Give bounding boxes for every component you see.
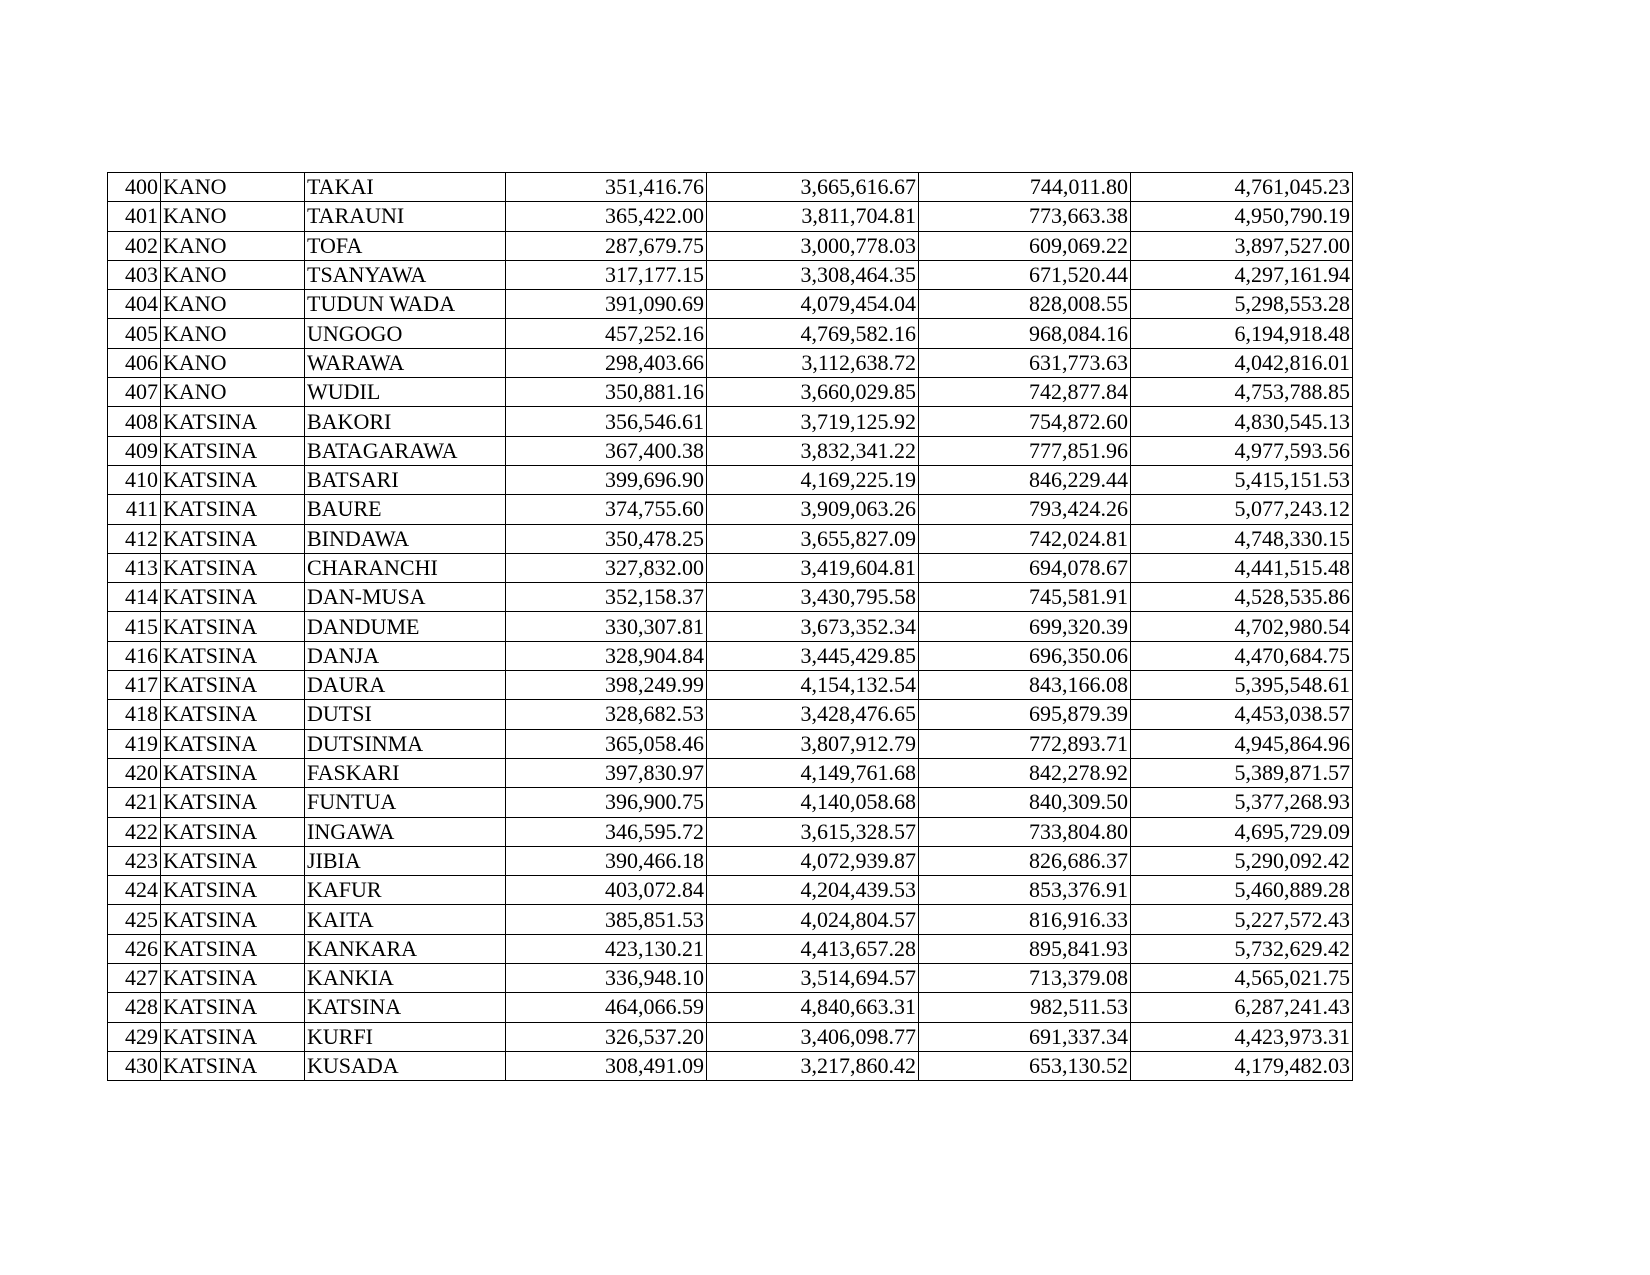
amount-1-cell: 464,066.59	[506, 993, 707, 1022]
total-cell: 4,977,593.56	[1131, 436, 1353, 465]
amount-2-cell: 4,169,225.19	[707, 465, 919, 494]
total-cell: 4,441,515.48	[1131, 553, 1353, 582]
table-row	[108, 671, 1353, 700]
lga-cell: BINDAWA	[305, 524, 506, 553]
table-row	[108, 729, 1353, 758]
amount-3-cell: 895,841.93	[919, 934, 1131, 963]
amount-2-cell: 4,079,454.04	[707, 290, 919, 319]
amount-2-cell: 4,140,058.68	[707, 788, 919, 817]
amount-2-cell: 3,807,912.79	[707, 729, 919, 758]
amount-1-cell: 328,904.84	[506, 641, 707, 670]
serial-number-cell: 401	[108, 202, 161, 231]
amount-2-cell: 3,428,476.65	[707, 700, 919, 729]
total-cell: 5,077,243.12	[1131, 495, 1353, 524]
amount-1-cell: 457,252.16	[506, 319, 707, 348]
amount-3-cell: 631,773.63	[919, 348, 1131, 377]
lga-cell: UNGOGO	[305, 319, 506, 348]
total-cell: 4,423,973.31	[1131, 1022, 1353, 1051]
state-cell: KATSINA	[161, 583, 305, 612]
table-row	[108, 817, 1353, 846]
lga-cell: DAURA	[305, 671, 506, 700]
lga-cell: DANJA	[305, 641, 506, 670]
table-row	[108, 612, 1353, 641]
amount-1-cell: 391,090.69	[506, 290, 707, 319]
total-cell: 5,395,548.61	[1131, 671, 1353, 700]
state-cell: KATSINA	[161, 729, 305, 758]
total-cell: 4,453,038.57	[1131, 700, 1353, 729]
total-cell: 4,830,545.13	[1131, 407, 1353, 436]
serial-number-cell: 423	[108, 846, 161, 875]
lga-cell: TOFA	[305, 231, 506, 260]
table-row	[108, 700, 1353, 729]
amount-1-cell: 399,696.90	[506, 465, 707, 494]
lga-cell: JIBIA	[305, 846, 506, 875]
amount-2-cell: 4,149,761.68	[707, 758, 919, 787]
amount-3-cell: 968,084.16	[919, 319, 1131, 348]
lga-cell: TARAUNI	[305, 202, 506, 231]
amount-2-cell: 3,112,638.72	[707, 348, 919, 377]
lga-cell: DUTSI	[305, 700, 506, 729]
state-cell: KATSINA	[161, 553, 305, 582]
state-cell: KATSINA	[161, 612, 305, 641]
state-cell: KATSINA	[161, 905, 305, 934]
amount-3-cell: 846,229.44	[919, 465, 1131, 494]
amount-3-cell: 754,872.60	[919, 407, 1131, 436]
amount-2-cell: 3,000,778.03	[707, 231, 919, 260]
serial-number-cell: 404	[108, 290, 161, 319]
amount-1-cell: 351,416.76	[506, 173, 707, 202]
lga-cell: TUDUN WADA	[305, 290, 506, 319]
lga-cell: BATSARI	[305, 465, 506, 494]
serial-number-cell: 405	[108, 319, 161, 348]
amount-1-cell: 365,058.46	[506, 729, 707, 758]
serial-number-cell: 424	[108, 876, 161, 905]
amount-1-cell: 423,130.21	[506, 934, 707, 963]
amount-1-cell: 346,595.72	[506, 817, 707, 846]
total-cell: 4,702,980.54	[1131, 612, 1353, 641]
state-cell: KATSINA	[161, 495, 305, 524]
amount-2-cell: 3,665,616.67	[707, 173, 919, 202]
state-cell: KATSINA	[161, 1051, 305, 1080]
serial-number-cell: 409	[108, 436, 161, 465]
amount-3-cell: 696,350.06	[919, 641, 1131, 670]
table-row	[108, 173, 1353, 202]
lga-cell: WUDIL	[305, 378, 506, 407]
total-cell: 5,298,553.28	[1131, 290, 1353, 319]
amount-2-cell: 3,308,464.35	[707, 260, 919, 289]
amount-3-cell: 793,424.26	[919, 495, 1131, 524]
amount-2-cell: 4,024,804.57	[707, 905, 919, 934]
state-cell: KATSINA	[161, 964, 305, 993]
amount-2-cell: 3,655,827.09	[707, 524, 919, 553]
amount-3-cell: 773,663.38	[919, 202, 1131, 231]
lga-cell: FUNTUA	[305, 788, 506, 817]
lga-cell: DUTSINMA	[305, 729, 506, 758]
amount-2-cell: 4,154,132.54	[707, 671, 919, 700]
total-cell: 5,460,889.28	[1131, 876, 1353, 905]
amount-1-cell: 365,422.00	[506, 202, 707, 231]
lga-cell: BAKORI	[305, 407, 506, 436]
amount-1-cell: 385,851.53	[506, 905, 707, 934]
table-row	[108, 436, 1353, 465]
lga-cell: KAFUR	[305, 876, 506, 905]
state-cell: KATSINA	[161, 700, 305, 729]
table-row	[108, 407, 1353, 436]
amount-1-cell: 374,755.60	[506, 495, 707, 524]
allocation-table-body	[108, 173, 1353, 1081]
total-cell: 4,528,535.86	[1131, 583, 1353, 612]
amount-1-cell: 298,403.66	[506, 348, 707, 377]
table-row	[108, 495, 1353, 524]
lga-cell: INGAWA	[305, 817, 506, 846]
state-cell: KATSINA	[161, 524, 305, 553]
serial-number-cell: 416	[108, 641, 161, 670]
amount-3-cell: 695,879.39	[919, 700, 1131, 729]
total-cell: 6,194,918.48	[1131, 319, 1353, 348]
state-cell: KATSINA	[161, 993, 305, 1022]
serial-number-cell: 413	[108, 553, 161, 582]
amount-2-cell: 3,406,098.77	[707, 1022, 919, 1051]
total-cell: 5,377,268.93	[1131, 788, 1353, 817]
total-cell: 4,748,330.15	[1131, 524, 1353, 553]
table-row	[108, 524, 1353, 553]
table-row	[108, 319, 1353, 348]
amount-2-cell: 4,413,657.28	[707, 934, 919, 963]
total-cell: 4,470,684.75	[1131, 641, 1353, 670]
serial-number-cell: 421	[108, 788, 161, 817]
amount-3-cell: 840,309.50	[919, 788, 1131, 817]
state-cell: KANO	[161, 290, 305, 319]
amount-3-cell: 982,511.53	[919, 993, 1131, 1022]
amount-3-cell: 853,376.91	[919, 876, 1131, 905]
amount-1-cell: 396,900.75	[506, 788, 707, 817]
state-cell: KATSINA	[161, 1022, 305, 1051]
total-cell: 6,287,241.43	[1131, 993, 1353, 1022]
serial-number-cell: 427	[108, 964, 161, 993]
table-row	[108, 202, 1353, 231]
total-cell: 4,753,788.85	[1131, 378, 1353, 407]
state-cell: KATSINA	[161, 934, 305, 963]
lga-cell: BATAGARAWA	[305, 436, 506, 465]
lga-cell: TSANYAWA	[305, 260, 506, 289]
table-row	[108, 553, 1353, 582]
serial-number-cell: 415	[108, 612, 161, 641]
table-row	[108, 964, 1353, 993]
amount-3-cell: 828,008.55	[919, 290, 1131, 319]
lga-cell: WARAWA	[305, 348, 506, 377]
table-row	[108, 758, 1353, 787]
state-cell: KATSINA	[161, 436, 305, 465]
state-cell: KATSINA	[161, 758, 305, 787]
amount-1-cell: 398,249.99	[506, 671, 707, 700]
serial-number-cell: 412	[108, 524, 161, 553]
state-cell: KANO	[161, 202, 305, 231]
total-cell: 4,950,790.19	[1131, 202, 1353, 231]
serial-number-cell: 408	[108, 407, 161, 436]
state-cell: KANO	[161, 260, 305, 289]
total-cell: 5,732,629.42	[1131, 934, 1353, 963]
total-cell: 5,415,151.53	[1131, 465, 1353, 494]
serial-number-cell: 425	[108, 905, 161, 934]
lga-cell: KANKARA	[305, 934, 506, 963]
state-cell: KATSINA	[161, 671, 305, 700]
total-cell: 5,389,871.57	[1131, 758, 1353, 787]
total-cell: 5,290,092.42	[1131, 846, 1353, 875]
table-row	[108, 1051, 1353, 1080]
amount-1-cell: 287,679.75	[506, 231, 707, 260]
table-row	[108, 934, 1353, 963]
amount-2-cell: 4,072,939.87	[707, 846, 919, 875]
amount-2-cell: 3,673,352.34	[707, 612, 919, 641]
serial-number-cell: 422	[108, 817, 161, 846]
serial-number-cell: 430	[108, 1051, 161, 1080]
amount-1-cell: 403,072.84	[506, 876, 707, 905]
amount-2-cell: 4,204,439.53	[707, 876, 919, 905]
amount-3-cell: 843,166.08	[919, 671, 1131, 700]
total-cell: 4,179,482.03	[1131, 1051, 1353, 1080]
amount-3-cell: 671,520.44	[919, 260, 1131, 289]
amount-1-cell: 390,466.18	[506, 846, 707, 875]
table-row	[108, 260, 1353, 289]
amount-1-cell: 317,177.15	[506, 260, 707, 289]
amount-3-cell: 744,011.80	[919, 173, 1131, 202]
amount-2-cell: 3,660,029.85	[707, 378, 919, 407]
amount-3-cell: 713,379.08	[919, 964, 1131, 993]
table-row	[108, 290, 1353, 319]
state-cell: KATSINA	[161, 465, 305, 494]
amount-2-cell: 3,719,125.92	[707, 407, 919, 436]
table-row	[108, 465, 1353, 494]
amount-2-cell: 3,514,694.57	[707, 964, 919, 993]
table-row	[108, 641, 1353, 670]
serial-number-cell: 410	[108, 465, 161, 494]
serial-number-cell: 406	[108, 348, 161, 377]
amount-3-cell: 777,851.96	[919, 436, 1131, 465]
lga-cell: KURFI	[305, 1022, 506, 1051]
lga-cell: KUSADA	[305, 1051, 506, 1080]
amount-1-cell: 328,682.53	[506, 700, 707, 729]
amount-1-cell: 397,830.97	[506, 758, 707, 787]
serial-number-cell: 407	[108, 378, 161, 407]
table-row	[108, 846, 1353, 875]
lga-cell: FASKARI	[305, 758, 506, 787]
amount-3-cell: 742,877.84	[919, 378, 1131, 407]
total-cell: 5,227,572.43	[1131, 905, 1353, 934]
serial-number-cell: 411	[108, 495, 161, 524]
table-row	[108, 583, 1353, 612]
amount-3-cell: 653,130.52	[919, 1051, 1131, 1080]
table-row	[108, 905, 1353, 934]
amount-1-cell: 336,948.10	[506, 964, 707, 993]
state-cell: KANO	[161, 319, 305, 348]
amount-3-cell: 816,916.33	[919, 905, 1131, 934]
allocation-table	[107, 172, 1353, 1081]
state-cell: KATSINA	[161, 876, 305, 905]
lga-cell: TAKAI	[305, 173, 506, 202]
amount-2-cell: 3,832,341.22	[707, 436, 919, 465]
state-cell: KATSINA	[161, 407, 305, 436]
amount-2-cell: 3,445,429.85	[707, 641, 919, 670]
amount-3-cell: 691,337.34	[919, 1022, 1131, 1051]
amount-2-cell: 4,769,582.16	[707, 319, 919, 348]
state-cell: KANO	[161, 231, 305, 260]
amount-3-cell: 772,893.71	[919, 729, 1131, 758]
amount-3-cell: 733,804.80	[919, 817, 1131, 846]
amount-2-cell: 3,811,704.81	[707, 202, 919, 231]
serial-number-cell: 402	[108, 231, 161, 260]
total-cell: 4,297,161.94	[1131, 260, 1353, 289]
total-cell: 4,565,021.75	[1131, 964, 1353, 993]
lga-cell: DAN-MUSA	[305, 583, 506, 612]
total-cell: 3,897,527.00	[1131, 231, 1353, 260]
amount-3-cell: 699,320.39	[919, 612, 1131, 641]
amount-2-cell: 4,840,663.31	[707, 993, 919, 1022]
table-row	[108, 788, 1353, 817]
state-cell: KANO	[161, 173, 305, 202]
table-row	[108, 1022, 1353, 1051]
amount-3-cell: 742,024.81	[919, 524, 1131, 553]
state-cell: KATSINA	[161, 846, 305, 875]
serial-number-cell: 428	[108, 993, 161, 1022]
serial-number-cell: 429	[108, 1022, 161, 1051]
amount-3-cell: 842,278.92	[919, 758, 1131, 787]
lga-cell: KATSINA	[305, 993, 506, 1022]
lga-cell: KAITA	[305, 905, 506, 934]
amount-3-cell: 609,069.22	[919, 231, 1131, 260]
amount-1-cell: 326,537.20	[506, 1022, 707, 1051]
amount-1-cell: 308,491.09	[506, 1051, 707, 1080]
total-cell: 4,042,816.01	[1131, 348, 1353, 377]
amount-3-cell: 826,686.37	[919, 846, 1131, 875]
table-row	[108, 993, 1353, 1022]
amount-2-cell: 3,909,063.26	[707, 495, 919, 524]
table-row	[108, 876, 1353, 905]
serial-number-cell: 426	[108, 934, 161, 963]
serial-number-cell: 420	[108, 758, 161, 787]
serial-number-cell: 419	[108, 729, 161, 758]
amount-1-cell: 356,546.61	[506, 407, 707, 436]
amount-1-cell: 350,881.16	[506, 378, 707, 407]
serial-number-cell: 403	[108, 260, 161, 289]
amount-1-cell: 352,158.37	[506, 583, 707, 612]
serial-number-cell: 400	[108, 173, 161, 202]
amount-1-cell: 367,400.38	[506, 436, 707, 465]
state-cell: KATSINA	[161, 817, 305, 846]
table-row	[108, 378, 1353, 407]
amount-3-cell: 694,078.67	[919, 553, 1131, 582]
lga-cell: DANDUME	[305, 612, 506, 641]
amount-2-cell: 3,419,604.81	[707, 553, 919, 582]
total-cell: 4,695,729.09	[1131, 817, 1353, 846]
state-cell: KATSINA	[161, 788, 305, 817]
total-cell: 4,761,045.23	[1131, 173, 1353, 202]
amount-2-cell: 3,615,328.57	[707, 817, 919, 846]
amount-2-cell: 3,430,795.58	[707, 583, 919, 612]
lga-cell: BAURE	[305, 495, 506, 524]
lga-cell: CHARANCHI	[305, 553, 506, 582]
table-row	[108, 231, 1353, 260]
state-cell: KANO	[161, 348, 305, 377]
state-cell: KANO	[161, 378, 305, 407]
serial-number-cell: 417	[108, 671, 161, 700]
amount-2-cell: 3,217,860.42	[707, 1051, 919, 1080]
amount-1-cell: 350,478.25	[506, 524, 707, 553]
lga-cell: KANKIA	[305, 964, 506, 993]
amount-1-cell: 330,307.81	[506, 612, 707, 641]
serial-number-cell: 418	[108, 700, 161, 729]
table-row	[108, 348, 1353, 377]
amount-3-cell: 745,581.91	[919, 583, 1131, 612]
state-cell: KATSINA	[161, 641, 305, 670]
serial-number-cell: 414	[108, 583, 161, 612]
amount-1-cell: 327,832.00	[506, 553, 707, 582]
total-cell: 4,945,864.96	[1131, 729, 1353, 758]
